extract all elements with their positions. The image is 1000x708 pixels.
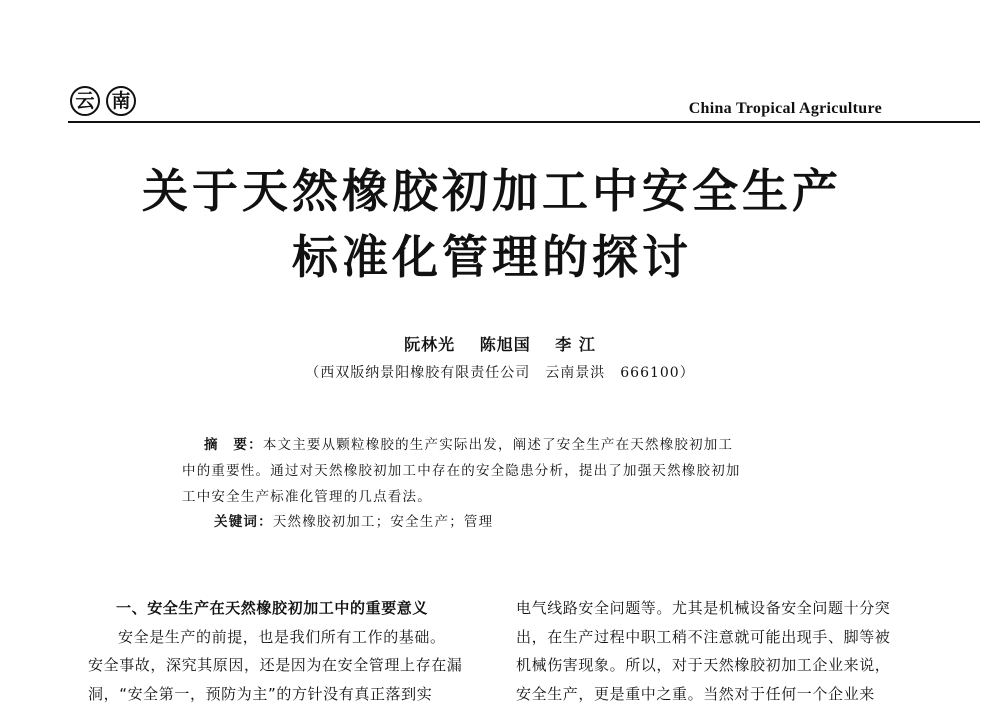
badge-nan: 南 <box>106 86 136 116</box>
right-line-2: 出，在生产过程中职工稍不注意就可能出现手、脚等被 <box>516 623 921 652</box>
left-column <box>88 594 493 708</box>
title-line-1: 关于天然橡胶初加工中安全生产 <box>0 162 992 220</box>
abstract <box>182 432 822 510</box>
header-rule <box>68 121 980 123</box>
left-line-3: 洞，“安全第一，预防为主”的方针没有真正落到实 <box>88 680 493 708</box>
journal-name: China Tropical Agriculture <box>689 100 882 118</box>
abstract-line-3: 工中安全生产标准化管理的几点看法。 <box>182 484 822 510</box>
right-line-1: 电气线路安全问题等。尤其是机械设备安全问题十分突 <box>516 594 921 623</box>
abstract-line-2: 中的重要性。通过对天然橡胶初加工中存在的安全隐患分析，提出了加强天然橡胶初加 <box>182 458 822 484</box>
author-1: 阮林光 <box>404 335 455 354</box>
title-line-2: 标准化管理的探讨 <box>0 228 992 286</box>
affiliation: （西双版纳景阳橡胶有限责任公司 云南景洪 666100） <box>0 362 1000 382</box>
abstract-label: 摘 要： <box>204 437 263 453</box>
left-line-1: 安全是生产的前提，也是我们所有工作的基础。 <box>88 623 493 652</box>
abstract-line-1: 本文主要从颗粒橡胶的生产实际出发，阐述了安全生产在天然橡胶初加工 <box>263 437 733 453</box>
badge-yun: 云 <box>70 86 100 116</box>
authors <box>0 332 1000 355</box>
right-column <box>516 594 921 708</box>
keywords <box>214 510 493 530</box>
left-line-2: 安全事故，深究其原因，还是因为在安全管理上存在漏 <box>88 651 493 680</box>
journal-badges <box>70 86 136 116</box>
right-line-4: 安全生产，更是重中之重。当然对于任何一个企业来 <box>516 680 921 708</box>
section-heading: 一、安全生产在天然橡胶初加工中的重要意义 <box>116 594 493 623</box>
author-3: 李 江 <box>555 335 596 354</box>
right-line-3: 机械伤害现象。所以，对于天然橡胶初加工企业来说， <box>516 651 921 680</box>
keywords-label: 关键词： <box>214 514 273 530</box>
author-2: 陈旭国 <box>480 335 531 354</box>
keywords-text: 天然橡胶初加工；安全生产；管理 <box>273 514 494 530</box>
